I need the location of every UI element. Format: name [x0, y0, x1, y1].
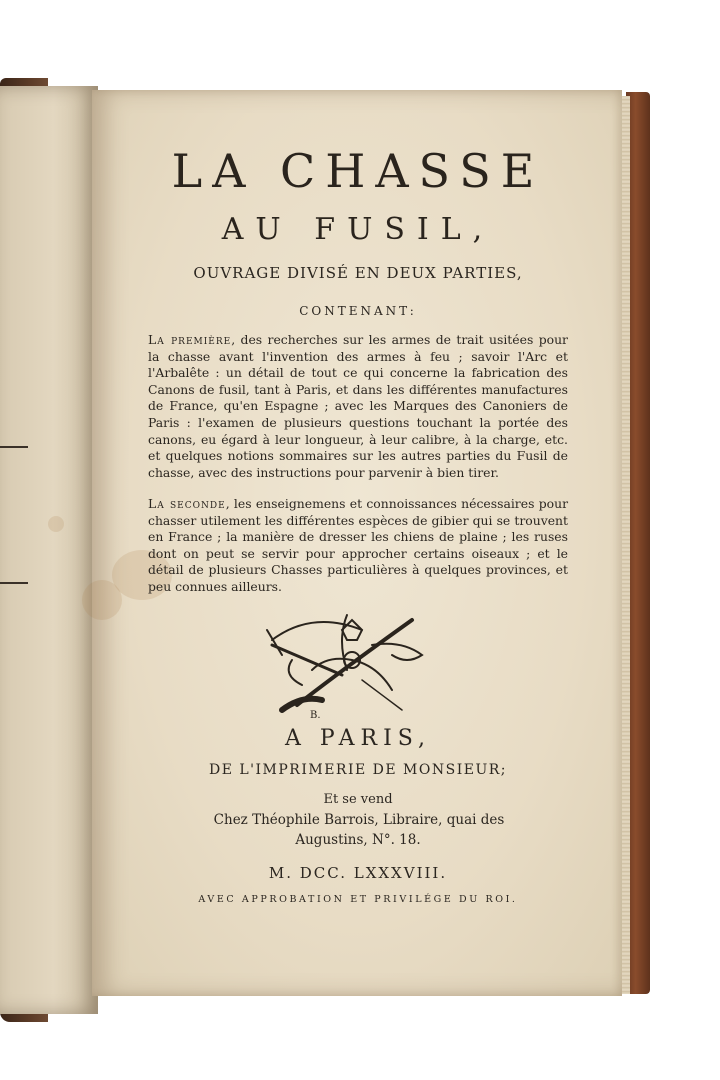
left-page-mark — [0, 446, 28, 448]
left-page-mark — [0, 582, 28, 584]
imprint-printer: DE L'IMPRIMERIE DE MONSIEUR; — [208, 762, 508, 778]
left-page — [0, 86, 98, 1014]
ribbon-icon — [372, 644, 422, 660]
hunting-trophy-vignette — [252, 600, 442, 720]
title-line-1: LA CHASSE — [171, 144, 545, 198]
part-two-paragraph — [148, 496, 568, 596]
imprint-address: Augustins, N°. 18. — [295, 832, 421, 848]
part-two-text: , les enseignemens et connoissances nécessaires pour chasser utilement les différentes espèces de gibier qui se trouvent en France ; la manière de dresser les chiens de plaine ; les ruses dont on peut se servir pour approcher certains oiseaux ; et le détail de plusieurs Chasses particulières à quelques provinces, et peu connues ailleurs. — [148, 496, 569, 594]
contenant-heading: CONTENANT: — [299, 304, 417, 318]
subtitle: OUVRAGE DIVISÉ EN DEUX PARTIES, — [193, 264, 523, 282]
part-one-lead: La première — [148, 332, 232, 347]
imprint-date: M. DCC. LXXXVIII. — [268, 864, 448, 882]
title-line-2: AU FUSIL, — [221, 212, 495, 247]
imprint-place: A PARIS, — [284, 726, 432, 751]
paper-stain — [82, 580, 122, 620]
title-page — [92, 90, 622, 996]
engraver-initial: B. — [310, 710, 321, 720]
part-one-text: , des recherches sur les armes de trait usitées pour la chasse avant l'invention des armes à feu ; savoir l'Arc et l'Arbalête : un détail de tout ce qui concerne la fabrication des Canons de fusil, tant à Paris, et dans les différentes manufactures de France, qu'en Espagne ; avec les Marques des Canoniers de Paris : l'examen de plusieurs questions touchant la portée des canons, eu égard à leur longueur, à leur calibre, à la charge, etc. et quelques notions sommaires sur les autres parties du Fusil de chasse, avec des instructions pour parvenir à bien tirer. — [148, 332, 568, 480]
part-two-lead: La seconde — [148, 496, 226, 511]
paper-stain — [48, 516, 64, 532]
part-one-paragraph — [148, 332, 568, 481]
musket-stock-icon — [282, 699, 322, 710]
imprint-bookseller: Chez Théophile Barrois, Libraire, quai des — [213, 812, 505, 828]
royal-privilege: AVEC APPROBATION ET PRIVILÉGE DU ROI. — [198, 894, 518, 905]
imprint-sold: Et se vend — [323, 792, 393, 807]
